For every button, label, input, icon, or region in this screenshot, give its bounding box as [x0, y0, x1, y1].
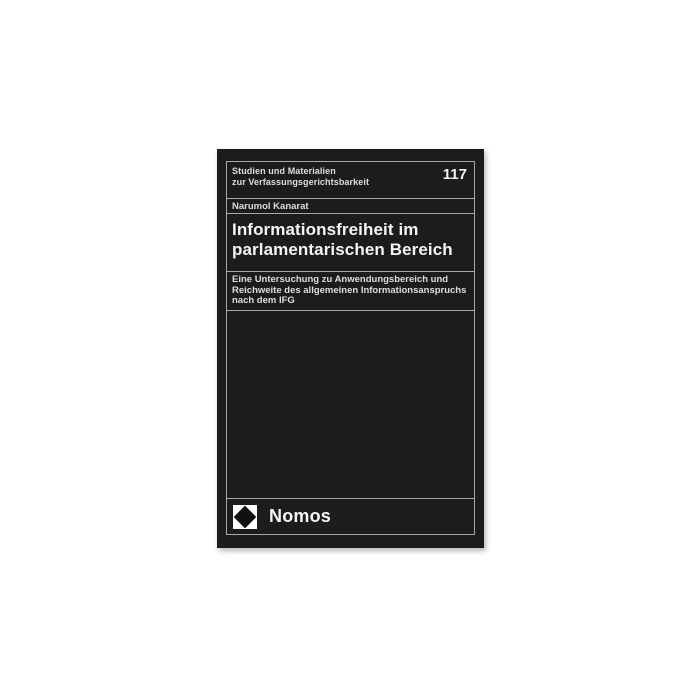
book-cover [217, 149, 484, 548]
book-subtitle-line-2: Reichweite des allgemeinen Informationsanspruchs [232, 284, 467, 296]
empty-panel [227, 311, 474, 499]
subtitle-section [227, 272, 474, 311]
cover-frame [226, 161, 475, 535]
book-title-line-2: parlamentarischen Bereich [232, 240, 453, 259]
series-volume-number: 117 [442, 166, 467, 183]
book-subtitle-line-3: nach dem IFG [232, 295, 295, 306]
publisher-wordmark: Nomos [269, 506, 332, 526]
series-title-line-1: Studien und Materialien [232, 166, 336, 176]
diamond-shape [234, 505, 257, 528]
series-section [227, 162, 474, 199]
author-section [227, 199, 474, 214]
publisher-section [227, 499, 474, 534]
author-name: Narumol Kanarat [232, 201, 309, 212]
book-subtitle-line-1: Eine Untersuchung zu Anwendungsbereich und [232, 274, 449, 285]
series-title [232, 166, 369, 188]
book-title-line-1: Informationsfreiheit im [232, 220, 419, 239]
nomos-diamond-icon [233, 505, 257, 529]
title-section [227, 214, 474, 272]
series-title-line-2: zur Verfassungsgerichtsbarkeit [232, 177, 370, 187]
